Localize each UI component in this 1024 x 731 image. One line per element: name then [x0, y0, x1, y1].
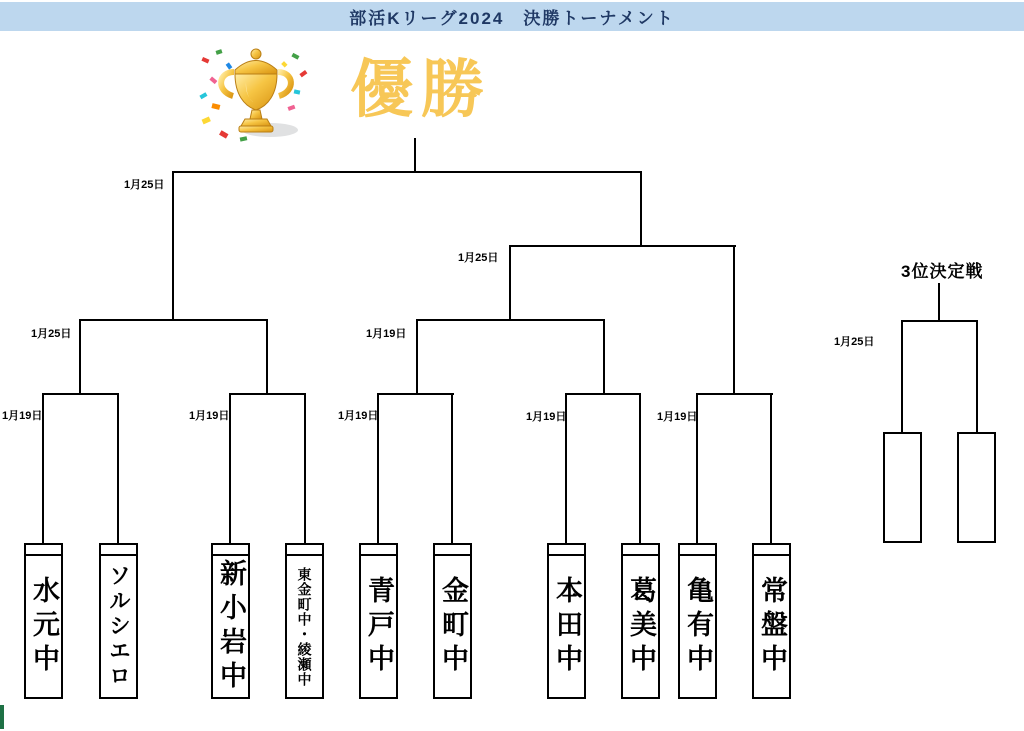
match-b-up-v	[266, 319, 268, 395]
team-box-aoto	[359, 543, 398, 699]
quarterfinal-right-h	[416, 319, 605, 321]
team-name: 亀有中	[683, 575, 713, 678]
third-place-left-v	[901, 320, 903, 432]
match-b-right-v	[304, 393, 306, 543]
champion-stub-line	[414, 138, 416, 173]
team-name: 金町中	[438, 575, 468, 678]
team-box-kameari	[678, 543, 717, 699]
title-bar	[0, 2, 1024, 31]
date-match-a: 1月19日	[2, 410, 43, 422]
date-match-b: 1月19日	[189, 410, 230, 422]
score-cell	[213, 545, 248, 556]
third-place-slot-right	[957, 432, 996, 543]
third-place-title: 3位決定戦	[901, 262, 984, 281]
third-place-slot-left	[883, 432, 922, 543]
team-box-katsumi	[621, 543, 660, 699]
score-cell	[361, 545, 396, 556]
date-match-d: 1月19日	[526, 411, 567, 423]
third-place-stub-v	[938, 283, 940, 322]
score-cell	[287, 545, 322, 556]
third-place-h	[901, 320, 978, 322]
score-cell	[435, 545, 470, 556]
team-name: 常盤中	[757, 575, 787, 678]
match-d-up-v	[603, 319, 605, 395]
match-a-up-v	[79, 319, 81, 395]
trophy-icon	[196, 42, 316, 144]
champion-label: 優勝	[350, 55, 492, 125]
match-a-h	[42, 393, 119, 395]
sheet-edge-mark	[0, 705, 4, 729]
team-name: 青戸中	[364, 575, 394, 678]
score-cell	[26, 545, 61, 556]
match-d-h	[565, 393, 641, 395]
score-cell	[680, 545, 715, 556]
score-cell	[549, 545, 584, 556]
match-b-h	[229, 393, 306, 395]
score-cell	[623, 545, 658, 556]
date-third-place: 1月25日	[834, 336, 875, 348]
match-e-right-v	[770, 393, 772, 543]
match-c-up-v	[416, 319, 418, 395]
date-semifinal-left: 1月25日	[31, 328, 72, 340]
team-box-shinkoiwa	[211, 543, 250, 699]
team-box-kanamachi	[433, 543, 472, 699]
team-name: 葛美中	[626, 575, 656, 678]
semifinal-left-v	[172, 171, 174, 321]
team-box-tokiwa	[752, 543, 791, 699]
third-place-right-v	[976, 320, 978, 432]
date-final: 1月25日	[124, 179, 165, 191]
semifinal-right-h	[509, 245, 736, 247]
match-d-right-v	[639, 393, 641, 543]
team-box-honden	[547, 543, 586, 699]
match-e-up-v	[733, 245, 735, 395]
score-cell	[101, 545, 136, 556]
final-connector-h	[172, 171, 642, 173]
date-match-c: 1月19日	[338, 410, 379, 422]
semifinal-left-h	[79, 319, 268, 321]
team-box-higashikanamachi-ayase	[285, 543, 324, 699]
match-c-right-v	[451, 393, 453, 543]
team-name: 水元中	[29, 575, 59, 678]
quarterfinal-right-up-v	[509, 245, 511, 321]
match-c-h	[377, 393, 454, 395]
team-box-solcielo	[99, 543, 138, 699]
team-name: 本田中	[552, 575, 582, 678]
score-cell	[754, 545, 789, 556]
match-a-right-v	[117, 393, 119, 543]
team-name: 新小岩中	[216, 558, 246, 695]
team-box-mizumoto	[24, 543, 63, 699]
team-name: 東金町中・綾瀬中	[296, 566, 313, 687]
semifinal-right-v	[640, 171, 642, 247]
date-match-e: 1月19日	[657, 411, 698, 423]
date-semifinal-right: 1月25日	[458, 252, 499, 264]
team-name: ソルシエロ	[106, 564, 132, 689]
match-e-h	[696, 393, 773, 395]
page-title: 部活Kリーグ2024 決勝トーナメント	[349, 9, 675, 28]
date-quarterfinal-right: 1月19日	[366, 328, 407, 340]
